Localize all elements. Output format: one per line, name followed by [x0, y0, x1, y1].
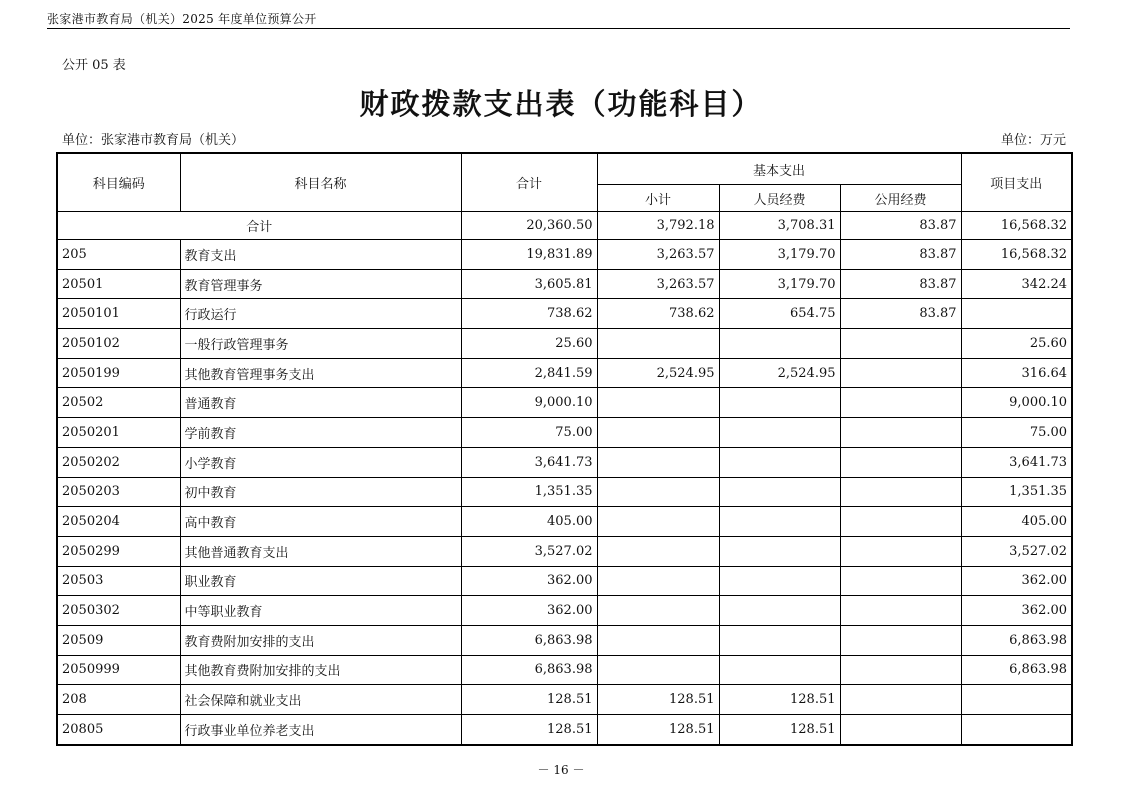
cell-personnel	[719, 536, 840, 566]
cell-personnel: 654.75	[719, 299, 840, 329]
cell-total: 19,831.89	[461, 240, 597, 270]
cell-project: 6,863.98	[961, 625, 1072, 655]
cell-name: 初中教育	[180, 477, 461, 507]
cell-personnel	[719, 566, 840, 596]
cell-personnel	[719, 447, 840, 477]
cell-project: 25.60	[961, 329, 1072, 359]
col-header-project: 项目支出	[961, 153, 1072, 212]
cell-code: 2050204	[57, 507, 180, 537]
col-header-public: 公用经费	[840, 185, 961, 212]
col-header-personnel: 人员经费	[719, 185, 840, 212]
cell-subtotal: 2,524.95	[597, 358, 719, 388]
cell-personnel: 2,524.95	[719, 358, 840, 388]
cell-code: 2050101	[57, 299, 180, 329]
cell-code: 2050203	[57, 477, 180, 507]
cell-total: 362.00	[461, 566, 597, 596]
table-row	[57, 447, 1072, 477]
cell-personnel	[719, 507, 840, 537]
cell-public	[840, 685, 961, 715]
cell-subtotal	[597, 596, 719, 626]
cell-subtotal: 738.62	[597, 299, 719, 329]
page-number: － 16 －	[537, 763, 585, 777]
cell-subtotal	[597, 655, 719, 685]
total-row	[57, 212, 1072, 240]
total-subtotal: 3,792.18	[597, 212, 719, 240]
cell-public	[840, 477, 961, 507]
cell-subtotal	[597, 625, 719, 655]
cell-subtotal	[597, 447, 719, 477]
table-row	[57, 536, 1072, 566]
cell-project: 362.00	[961, 566, 1072, 596]
cell-name: 教育费附加安排的支出	[180, 625, 461, 655]
cell-code: 20509	[57, 625, 180, 655]
running-header: 张家港市教育局（机关）2025 年度单位预算公开	[47, 12, 317, 26]
cell-project: 16,568.32	[961, 240, 1072, 270]
cell-project: 1,351.35	[961, 477, 1072, 507]
cell-project: 362.00	[961, 596, 1072, 626]
cell-subtotal	[597, 477, 719, 507]
cell-personnel	[719, 329, 840, 359]
cell-name: 中等职业教育	[180, 596, 461, 626]
cell-subtotal: 3,263.57	[597, 269, 719, 299]
cell-name: 学前教育	[180, 418, 461, 448]
table-row	[57, 507, 1072, 537]
cell-name: 一般行政管理事务	[180, 329, 461, 359]
table-row	[57, 418, 1072, 448]
total-total: 20,360.50	[461, 212, 597, 240]
cell-project: 405.00	[961, 507, 1072, 537]
table-row	[57, 329, 1072, 359]
cell-name: 行政运行	[180, 299, 461, 329]
table-row	[57, 358, 1072, 388]
expenditure-table	[56, 152, 1073, 746]
cell-personnel	[719, 625, 840, 655]
cell-project: 3,641.73	[961, 447, 1072, 477]
cell-subtotal	[597, 507, 719, 537]
cell-name: 高中教育	[180, 507, 461, 537]
cell-total: 3,641.73	[461, 447, 597, 477]
table-row	[57, 566, 1072, 596]
cell-name: 教育管理事务	[180, 269, 461, 299]
cell-project: 9,000.10	[961, 388, 1072, 418]
cell-public	[840, 418, 961, 448]
cell-code: 2050299	[57, 536, 180, 566]
cell-project	[961, 715, 1072, 745]
table-row	[57, 388, 1072, 418]
cell-name: 其他教育费附加安排的支出	[180, 655, 461, 685]
cell-subtotal	[597, 329, 719, 359]
table-row	[57, 299, 1072, 329]
cell-project	[961, 299, 1072, 329]
cell-code: 2050202	[57, 447, 180, 477]
cell-code: 20503	[57, 566, 180, 596]
header-rule	[47, 28, 1070, 29]
col-header-code: 科目编码	[57, 153, 180, 212]
cell-name: 小学教育	[180, 447, 461, 477]
cell-personnel: 128.51	[719, 685, 840, 715]
cell-public	[840, 655, 961, 685]
cell-public: 83.87	[840, 269, 961, 299]
cell-name: 其他教育管理事务支出	[180, 358, 461, 388]
table-row	[57, 625, 1072, 655]
header-row-1	[57, 153, 1072, 185]
cell-personnel	[719, 596, 840, 626]
cell-subtotal	[597, 418, 719, 448]
table-row	[57, 596, 1072, 626]
total-public: 83.87	[840, 212, 961, 240]
cell-name: 普通教育	[180, 388, 461, 418]
total-personnel: 3,708.31	[719, 212, 840, 240]
page-title: 财政拨款支出表（功能科目）	[359, 87, 763, 121]
table-row	[57, 477, 1072, 507]
cell-subtotal	[597, 536, 719, 566]
cell-public	[840, 715, 961, 745]
cell-code: 2050999	[57, 655, 180, 685]
total-label: 合计	[57, 212, 461, 240]
cell-total: 405.00	[461, 507, 597, 537]
total-project: 16,568.32	[961, 212, 1072, 240]
cell-public	[840, 566, 961, 596]
cell-name: 行政事业单位养老支出	[180, 715, 461, 745]
form-number: 公开 05 表	[62, 58, 126, 73]
cell-total: 128.51	[461, 715, 597, 745]
cell-personnel	[719, 388, 840, 418]
cell-total: 3,527.02	[461, 536, 597, 566]
reporting-unit: 单位：张家港市教育局（机关）	[62, 133, 245, 148]
cell-total: 9,000.10	[461, 388, 597, 418]
cell-code: 208	[57, 685, 180, 715]
cell-total: 2,841.59	[461, 358, 597, 388]
cell-subtotal	[597, 566, 719, 596]
cell-total: 6,863.98	[461, 655, 597, 685]
col-header-basic: 基本支出	[597, 153, 961, 185]
cell-total: 362.00	[461, 596, 597, 626]
cell-project	[961, 685, 1072, 715]
cell-public: 83.87	[840, 299, 961, 329]
cell-name: 职业教育	[180, 566, 461, 596]
cell-public	[840, 329, 961, 359]
cell-personnel	[719, 418, 840, 448]
cell-code: 2050199	[57, 358, 180, 388]
table-row	[57, 269, 1072, 299]
cell-code: 2050201	[57, 418, 180, 448]
cell-total: 738.62	[461, 299, 597, 329]
cell-project: 75.00	[961, 418, 1072, 448]
cell-project: 6,863.98	[961, 655, 1072, 685]
table-row	[57, 685, 1072, 715]
cell-subtotal: 3,263.57	[597, 240, 719, 270]
col-header-subtotal: 小计	[597, 185, 719, 212]
table-row	[57, 715, 1072, 745]
cell-personnel: 128.51	[719, 715, 840, 745]
cell-name: 其他普通教育支出	[180, 536, 461, 566]
cell-public	[840, 447, 961, 477]
cell-total: 6,863.98	[461, 625, 597, 655]
cell-code: 20501	[57, 269, 180, 299]
cell-total: 25.60	[461, 329, 597, 359]
cell-personnel: 3,179.70	[719, 240, 840, 270]
table-row	[57, 240, 1072, 270]
cell-public	[840, 536, 961, 566]
cell-code: 2050302	[57, 596, 180, 626]
cell-personnel	[719, 477, 840, 507]
cell-public	[840, 358, 961, 388]
cell-personnel	[719, 655, 840, 685]
cell-code: 2050102	[57, 329, 180, 359]
cell-project: 316.64	[961, 358, 1072, 388]
cell-total: 1,351.35	[461, 477, 597, 507]
cell-total: 3,605.81	[461, 269, 597, 299]
cell-public: 83.87	[840, 240, 961, 270]
cell-personnel: 3,179.70	[719, 269, 840, 299]
cell-project: 342.24	[961, 269, 1072, 299]
cell-subtotal	[597, 388, 719, 418]
table-row	[57, 655, 1072, 685]
cell-public	[840, 596, 961, 626]
cell-total: 128.51	[461, 685, 597, 715]
cell-code: 20805	[57, 715, 180, 745]
col-header-name: 科目名称	[180, 153, 461, 212]
cell-total: 75.00	[461, 418, 597, 448]
cell-code: 20502	[57, 388, 180, 418]
cell-name: 社会保障和就业支出	[180, 685, 461, 715]
cell-project: 3,527.02	[961, 536, 1072, 566]
cell-public	[840, 625, 961, 655]
cell-subtotal: 128.51	[597, 685, 719, 715]
cell-subtotal: 128.51	[597, 715, 719, 745]
cell-name: 教育支出	[180, 240, 461, 270]
cell-code: 205	[57, 240, 180, 270]
unit-of-measure: 单位：万元	[1000, 133, 1066, 148]
cell-public	[840, 507, 961, 537]
col-header-total: 合计	[461, 153, 597, 212]
cell-public	[840, 388, 961, 418]
